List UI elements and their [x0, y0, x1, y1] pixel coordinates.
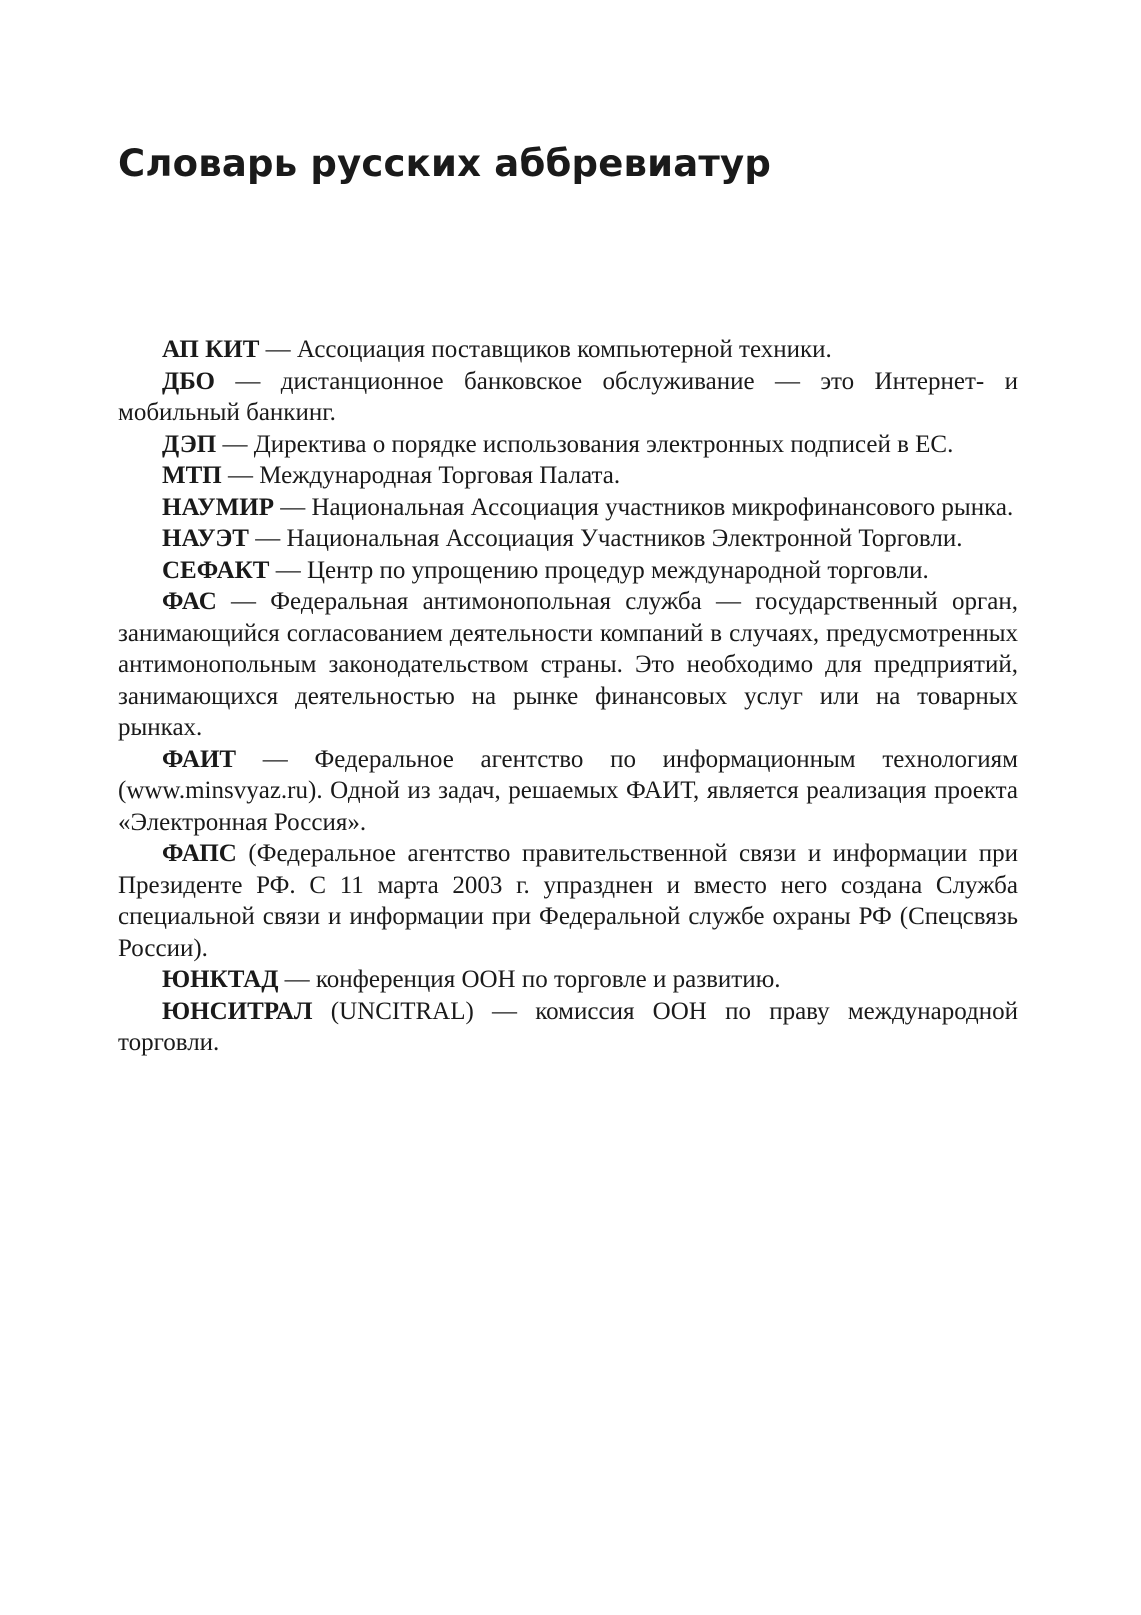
- entry-term: НАУЭТ: [162, 525, 249, 552]
- page-title: Словарь русских аббревиатур: [118, 142, 772, 185]
- entry-term: ДБО: [162, 367, 216, 395]
- entry-term: АП КИТ: [162, 336, 260, 363]
- list-item: [118, 366, 1018, 429]
- entry-term: ФАПС: [162, 840, 237, 867]
- entry-definition: — Национальная Ассоциация Участников Электронной Торговли.: [248, 525, 963, 552]
- entry-term: НАУМИР: [162, 493, 274, 521]
- abbreviation-list: [118, 334, 1018, 1059]
- entry-definition: — Ассоциация поставщиков компьютерной техники.: [259, 336, 832, 363]
- entry-term: ЮНСИТРАЛ: [162, 997, 313, 1025]
- list-item: [118, 492, 1018, 524]
- entry-term: СЕФАКТ: [162, 556, 270, 584]
- list-item: [118, 586, 1018, 744]
- list-item: [118, 964, 1018, 996]
- list-item: [118, 460, 1018, 492]
- list-item: [118, 744, 1018, 839]
- entry-definition: — Центр по упрощению процедур международной торговли.: [269, 556, 929, 584]
- entry-definition: — дистанционное банковское обслуживание — это Интернет- и мобильный банкинг.: [118, 367, 1018, 426]
- list-item: [118, 555, 1018, 587]
- entry-definition: — Директива о порядке использования электронных подписей в ЕС.: [216, 430, 954, 458]
- list-item: [118, 996, 1018, 1059]
- entry-definition: — конференция ООН по торговле и развитию.: [278, 966, 781, 993]
- entry-definition: (UNCITRAL) — комиссия ООН по праву международной торговли.: [118, 997, 1018, 1056]
- list-item: [118, 523, 1018, 555]
- list-item: [118, 429, 1018, 461]
- entry-term: ЮНКТАД: [162, 966, 279, 993]
- list-item: [118, 838, 1018, 964]
- entry-definition: — Международная Торговая Палата.: [221, 462, 621, 489]
- entry-term: ФАС: [162, 588, 217, 615]
- entry-term: ФАИТ: [162, 745, 237, 773]
- entry-term: ДЭП: [162, 430, 217, 458]
- entry-definition: (Федеральное агентство правительственной связи и информации при Президенте РФ. С 11 марта 2003 г. упразднен и вместо него создана Служба специальной связи и информации при Федеральной службе охраны РФ (Спецсвязь России).: [118, 840, 1018, 962]
- entry-term: МТП: [162, 462, 222, 489]
- entry-definition: — Национальная Ассоциация участников микрофинансового рынка.: [273, 493, 1014, 521]
- list-item: [118, 334, 1018, 366]
- entry-definition: — Федеральная антимонопольная служба — государственный орган, занимающийся согласованием деятельности компаний в случаях, предусмотренных антимонопольным законодательством страны. Это необходимо для предприятий, занимающихся деятельностью на рынке финансовых услуг или на товарных рынках.: [118, 588, 1018, 741]
- entry-definition: — Федеральное агентство по информационным технологиям (www.minsvyaz.ru). Одной из задач, решаемых ФАИТ, является реализация проекта «Электронная Россия».: [118, 745, 1018, 836]
